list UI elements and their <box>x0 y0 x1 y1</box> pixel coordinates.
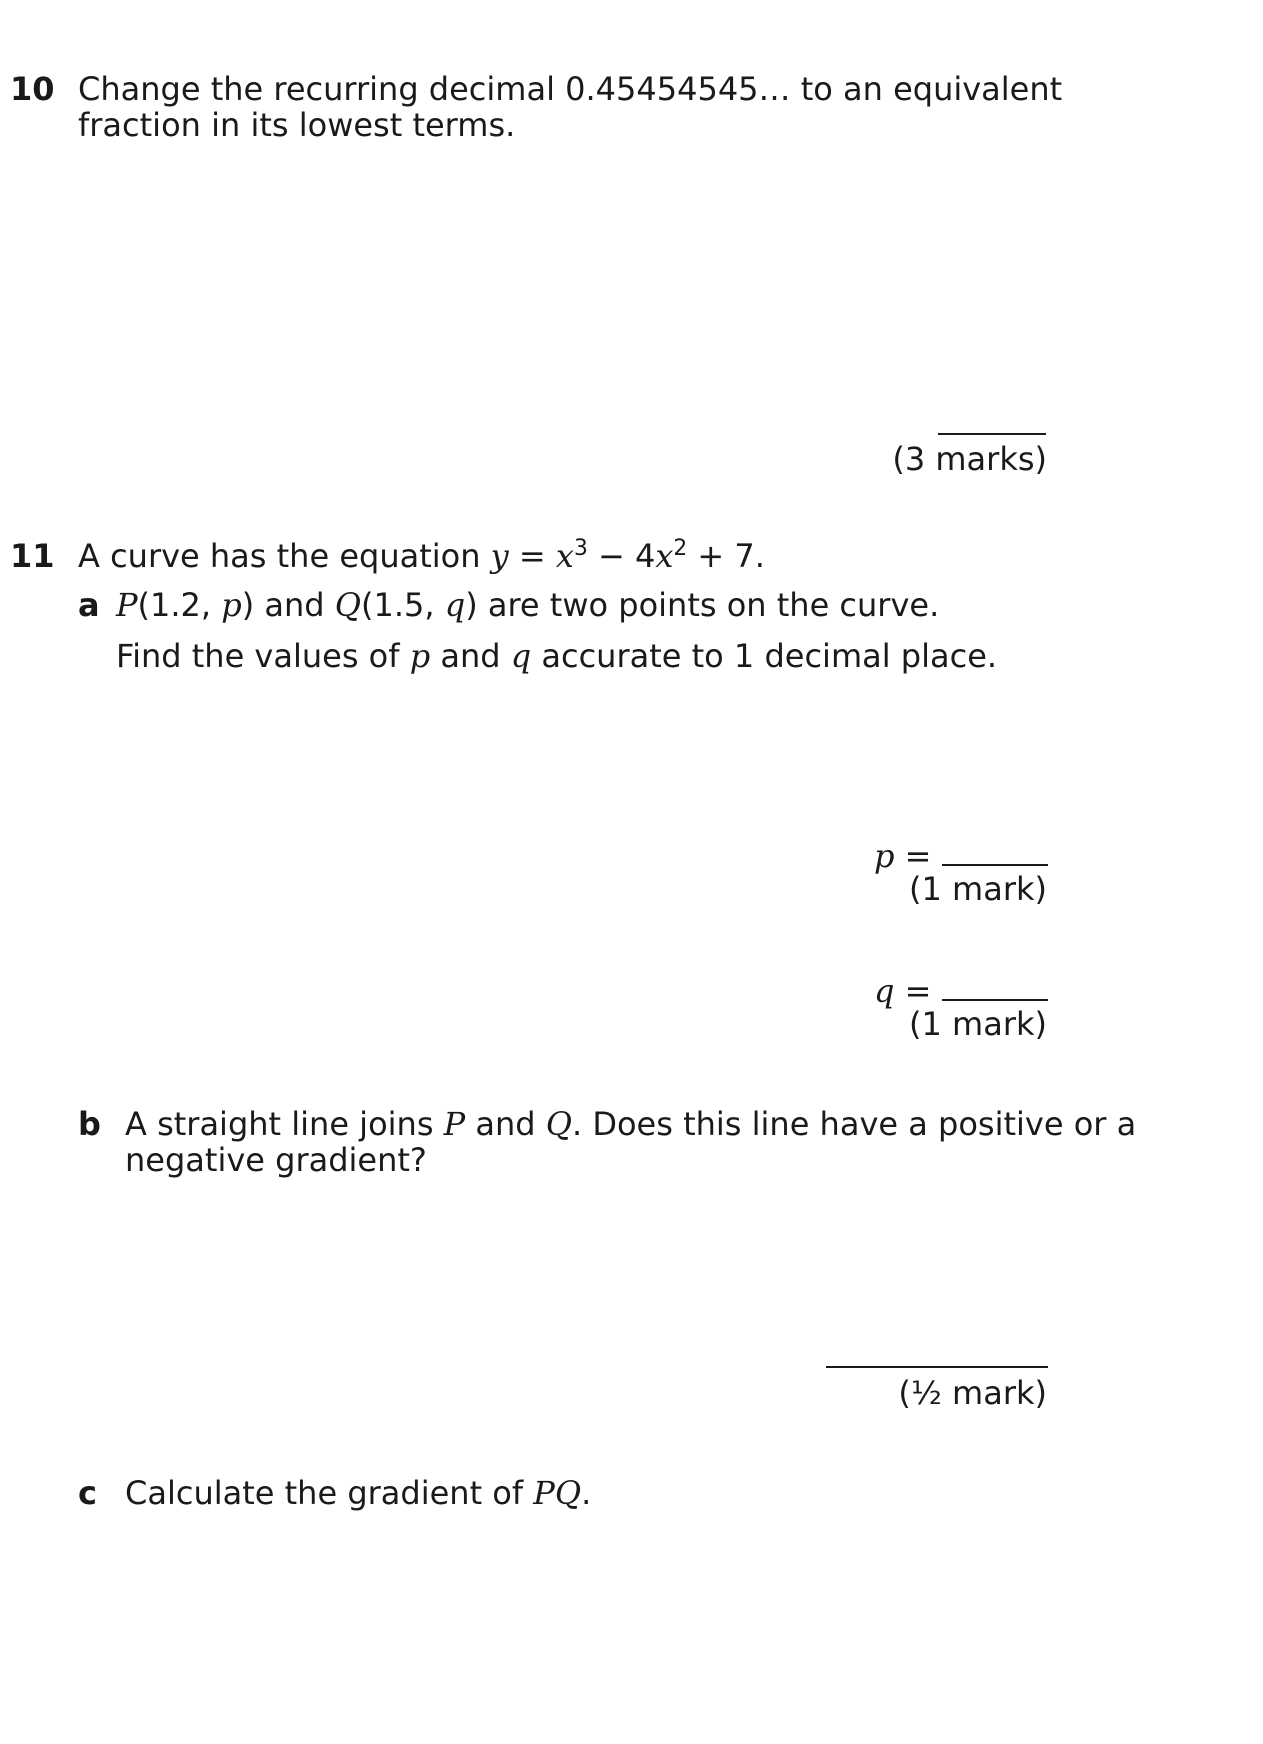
equation-minus-4: − 4 <box>587 537 656 575</box>
equation-x-squared: x <box>655 537 674 575</box>
part-b-label: b <box>78 1105 101 1143</box>
equation-equals: = <box>508 537 556 575</box>
find-and: and <box>430 637 511 675</box>
equation-prefix: A curve has the equation <box>78 537 491 575</box>
answer-p-equals: = <box>894 837 932 875</box>
points-suffix: ) are two points on the curve. <box>465 586 940 624</box>
equation-tail: + 7. <box>687 537 765 575</box>
point-p-coords: (1.2, <box>137 586 222 624</box>
find-var-p: p <box>409 637 431 675</box>
part-a-find-text <box>116 637 997 675</box>
question-11-equation <box>78 537 765 575</box>
equation-y: y <box>490 537 509 575</box>
part-a-q-marks: (1 mark) <box>909 1005 1047 1043</box>
part-c-PQ: PQ <box>533 1474 582 1512</box>
part-c-prefix: Calculate the gradient of <box>125 1474 534 1512</box>
part-b-prefix: A straight line joins <box>125 1105 444 1143</box>
answer-p-var: p <box>874 837 895 875</box>
part-a-points-text <box>116 586 939 624</box>
point-q-coords: (1.5, <box>361 586 445 624</box>
answer-p-line[interactable] <box>942 864 1048 866</box>
part-b-and: and <box>465 1105 546 1143</box>
answer-q-equals: = <box>894 972 932 1010</box>
var-p: p <box>221 586 242 624</box>
part-b-rest: . Does this line have a positive or a <box>571 1105 1137 1143</box>
point-p-name: P <box>116 586 138 624</box>
question-11-number: 11 <box>10 537 55 575</box>
part-b-Q: Q <box>545 1105 572 1143</box>
point-q-name: Q <box>334 586 361 624</box>
part-c-suffix: . <box>581 1474 592 1512</box>
part-b-text-line1 <box>125 1105 1136 1143</box>
part-a-p-marks: (1 mark) <box>909 870 1047 908</box>
equation-exponent-2: 2 <box>673 536 688 562</box>
part-c-label: c <box>78 1474 97 1512</box>
question-10-marks: (3 marks) <box>892 440 1047 478</box>
question-10-text-line1: Change the recurring decimal 0.45454545… to an equivalent <box>78 70 1063 108</box>
find-prefix: Find the values of <box>116 637 410 675</box>
and-text: ) and <box>241 586 335 624</box>
part-c-text <box>125 1474 591 1512</box>
find-var-q: q <box>510 637 532 675</box>
part-b-answer-line[interactable] <box>826 1366 1048 1368</box>
part-b-P: P <box>443 1105 466 1143</box>
answer-q-var: q <box>874 972 895 1010</box>
part-a-label: a <box>78 586 100 624</box>
equation-x-cubed: x <box>555 537 574 575</box>
question-10-answer-line[interactable] <box>938 433 1046 435</box>
question-10-text-line2: fraction in its lowest terms. <box>78 106 516 144</box>
question-10-number: 10 <box>10 70 55 108</box>
find-suffix: accurate to 1 decimal place. <box>531 637 998 675</box>
equation-exponent-3: 3 <box>573 536 588 562</box>
answer-q-line[interactable] <box>942 999 1048 1001</box>
var-q: q <box>444 586 466 624</box>
part-b-marks: (½ mark) <box>898 1374 1047 1412</box>
part-b-text-line2: negative gradient? <box>125 1141 427 1179</box>
